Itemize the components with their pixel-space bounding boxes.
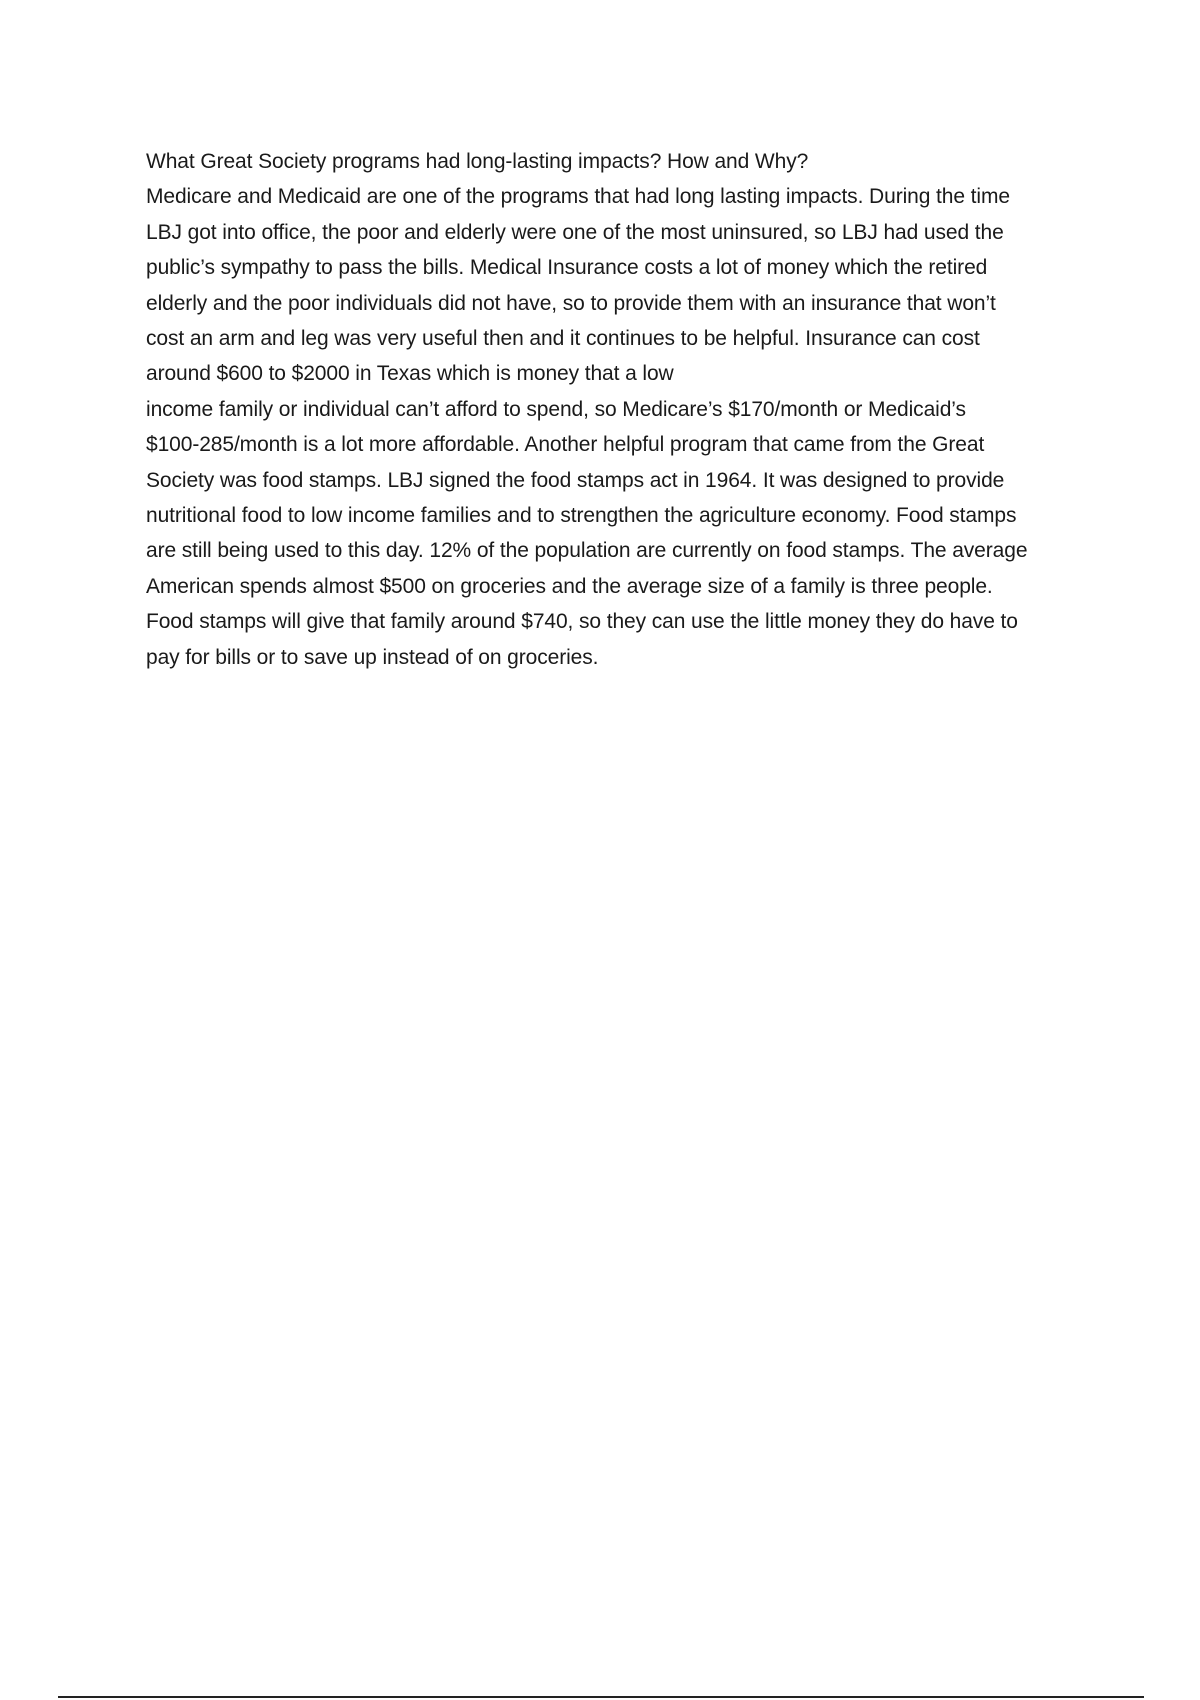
text-line: Food stamps will give that family around $740, so they can use the little money they do have to	[146, 610, 1018, 634]
text-line: around $600 to $2000 in Texas which is money that a low	[146, 362, 674, 386]
text-line: cost an arm and leg was very useful then and it continues to be helpful. Insurance can cost	[146, 327, 980, 351]
text-line: public’s sympathy to pass the bills. Medical Insurance costs a lot of money which the retired	[146, 256, 988, 280]
text-line: LBJ got into office, the poor and elderly were one of the most uninsured, so LBJ had used the	[146, 220, 1004, 244]
text-line: Society was food stamps. LBJ signed the food stamps act in 1964. It was designed to provide	[146, 468, 1005, 492]
page-bottom-divider	[58, 1696, 1144, 1698]
question-heading: What Great Society programs had long-lasting impacts? How and Why?	[146, 150, 809, 173]
text-line: American spends almost $500 on groceries and the average size of a family is three people.	[146, 574, 993, 598]
text-line: are still being used to this day. 12% of the population are currently on food stamps. The average	[146, 539, 1028, 563]
text-line: Medicare and Medicaid are one of the programs that had long lasting impacts. During the time	[146, 185, 1010, 209]
text-line: $100-285/month is a lot more affordable. Another helpful program that came from the Great	[146, 433, 985, 457]
document-body	[146, 144, 1096, 675]
text-line: elderly and the poor individuals did not have, so to provide them with an insurance that won’t	[146, 291, 996, 315]
text-line: income family or individual can’t afford to spend, so Medicare’s $170/month or Medicaid’s	[146, 397, 966, 421]
text-line: pay for bills or to save up instead of on groceries.	[146, 645, 599, 669]
text-line: nutritional food to low income families and to strengthen the agriculture economy. Food stamps	[146, 504, 1017, 528]
